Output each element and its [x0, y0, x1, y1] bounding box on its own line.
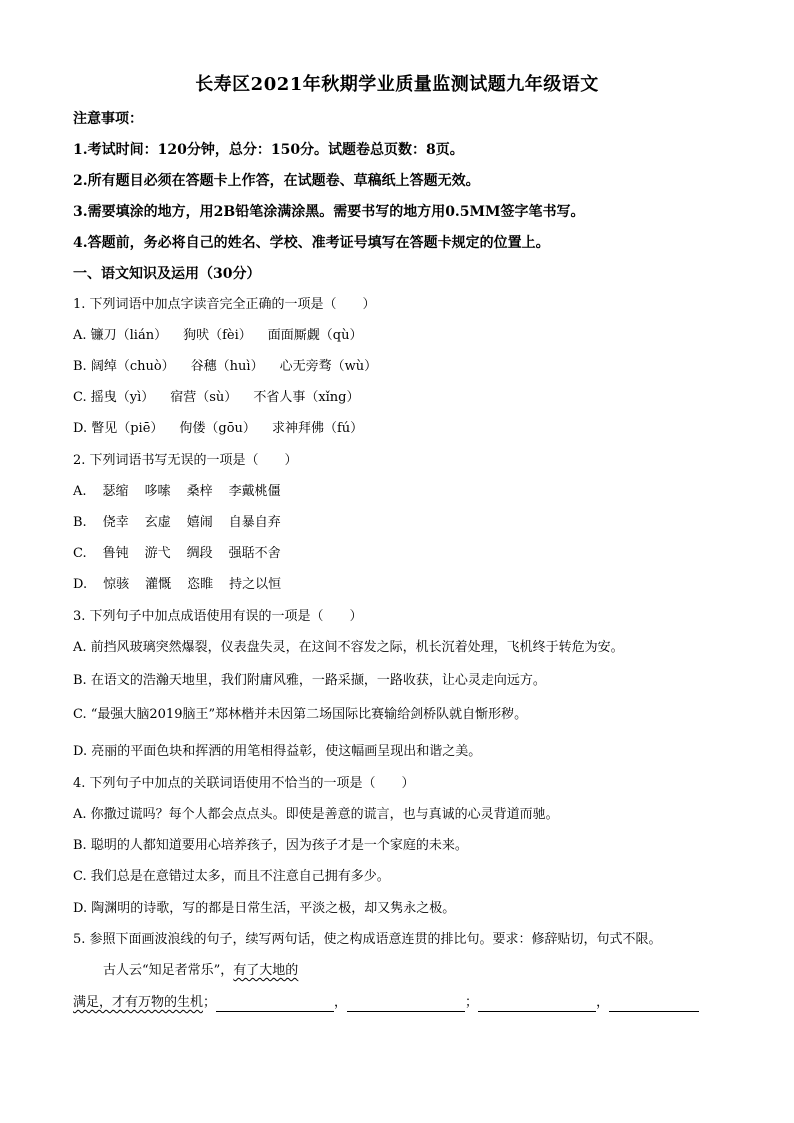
q2-option-d: D. 惊骇 灌慨 恣睢 持之以恒 [73, 577, 282, 592]
q2-stem: 2. 下列词语书写无误的一项是（ ） [73, 453, 298, 468]
q4-option-d: D. 陶渊明的诗歌，写的都是日常生活，平淡之极，却又隽永之极。 [73, 901, 456, 916]
q2-option-a: A. 瑟缩 哆嗦 桑梓 李戴桃僵 [73, 484, 281, 499]
q5-wavy-text-2: 满足，才有万物的生机 [73, 995, 204, 1010]
answer-blank-1[interactable] [216, 997, 334, 1012]
q3-option-b: B. 在语文的浩瀚天地里，我们附庸风雅，一路采撷，一路收获，让心灵走向远方。 [73, 673, 546, 688]
notice-item-2: 2.所有题目必须在答题卡上作答，在试题卷、草稿纸上答题无效。 [73, 173, 480, 189]
q5-stem: 5. 参照下面画波浪线的句子，续写两句话，使之构成语意连贯的排比句。要求：修辞贴切，句式不限。 [73, 932, 662, 947]
q1-option-d: D. 瞥见（piē） 佝偻（gōu） 求神拜佛（fú） [73, 421, 364, 436]
q3-option-c: C. “最强大脑2019脑王”郑林楷并未因第二场国际比赛输给剑桥队就自惭形秽。 [73, 707, 528, 722]
q4-option-b: B. 聪明的人都知道要用心培养孩子，因为孩子才是一个家庭的未来。 [73, 838, 468, 853]
q4-stem: 4. 下列句子中加点的关联词语使用不恰当的一项是（ ） [73, 776, 415, 791]
answer-blank-2[interactable] [347, 997, 465, 1012]
q1-stem: 1. 下列词语中加点字读音完全正确的一项是（ ） [73, 297, 376, 312]
exam-title: 长寿区2021年秋期学业质量监测试题九年级语文 [195, 74, 599, 95]
q2-option-b: B. 侥幸 玄虚 嬉闹 自暴自弃 [73, 515, 281, 530]
notice-item-3: 3.需要填涂的地方，用2B铅笔涂满涂黑。需要书写的地方用0.5MM签字笔书写。 [73, 204, 585, 220]
q4-option-c: C. 我们总是在意错过太多，而且不注意自己拥有多少。 [73, 869, 390, 884]
q5-wavy-text-1: 有了大地的 [233, 963, 299, 978]
q3-option-d: D. 亮丽的平面色块和挥洒的用笔相得益彰，使这幅画呈现出和谐之美。 [73, 744, 482, 759]
q5-line1-prefix: 古人云“知足者常乐”， [103, 963, 234, 978]
notice-heading: 注意事项： [73, 111, 143, 127]
answer-blank-4[interactable] [609, 997, 699, 1012]
q1-option-c: C. 摇曳（yì） 宿营（sù） 不省人事（xǐng） [73, 390, 360, 405]
q1-option-a: A. 镰刀（lián） 狗吠（fèi） 面面厮觑（qù） [73, 328, 363, 343]
notice-item-4: 4.答题前，务必将自己的姓名、学校、准考证号填写在答题卡规定的位置上。 [73, 235, 550, 251]
q5-line2: 满足，才有万物的生机； ， ； ， [73, 994, 699, 1012]
q2-option-c: C. 鲁钝 游弋 绸段 强聒不舍 [73, 546, 281, 561]
q1-option-b: B. 阔绰（chuò） 谷穗（huì） 心无旁骛（wù） [73, 359, 378, 374]
answer-blank-3[interactable] [478, 997, 596, 1012]
section-heading: 一、语文知识及运用（30分） [73, 266, 261, 282]
notice-item-1: 1.考试时间：120分钟，总分：150分。试题卷总页数：8页。 [73, 142, 464, 158]
q3-option-a: A. 前挡风玻璃突然爆裂，仪表盘失灵，在这间不容发之际，机长沉着处理，飞机终于转危为安。 [73, 640, 624, 655]
q4-option-a: A. 你撒过谎吗？每个人都会点点头。即使是善意的谎言，也与真诚的心灵背道而驰。 [73, 807, 559, 822]
q5-line1 [103, 962, 298, 980]
q3-stem: 3. 下列句子中加点成语使用有误的一项是（ ） [73, 609, 363, 624]
